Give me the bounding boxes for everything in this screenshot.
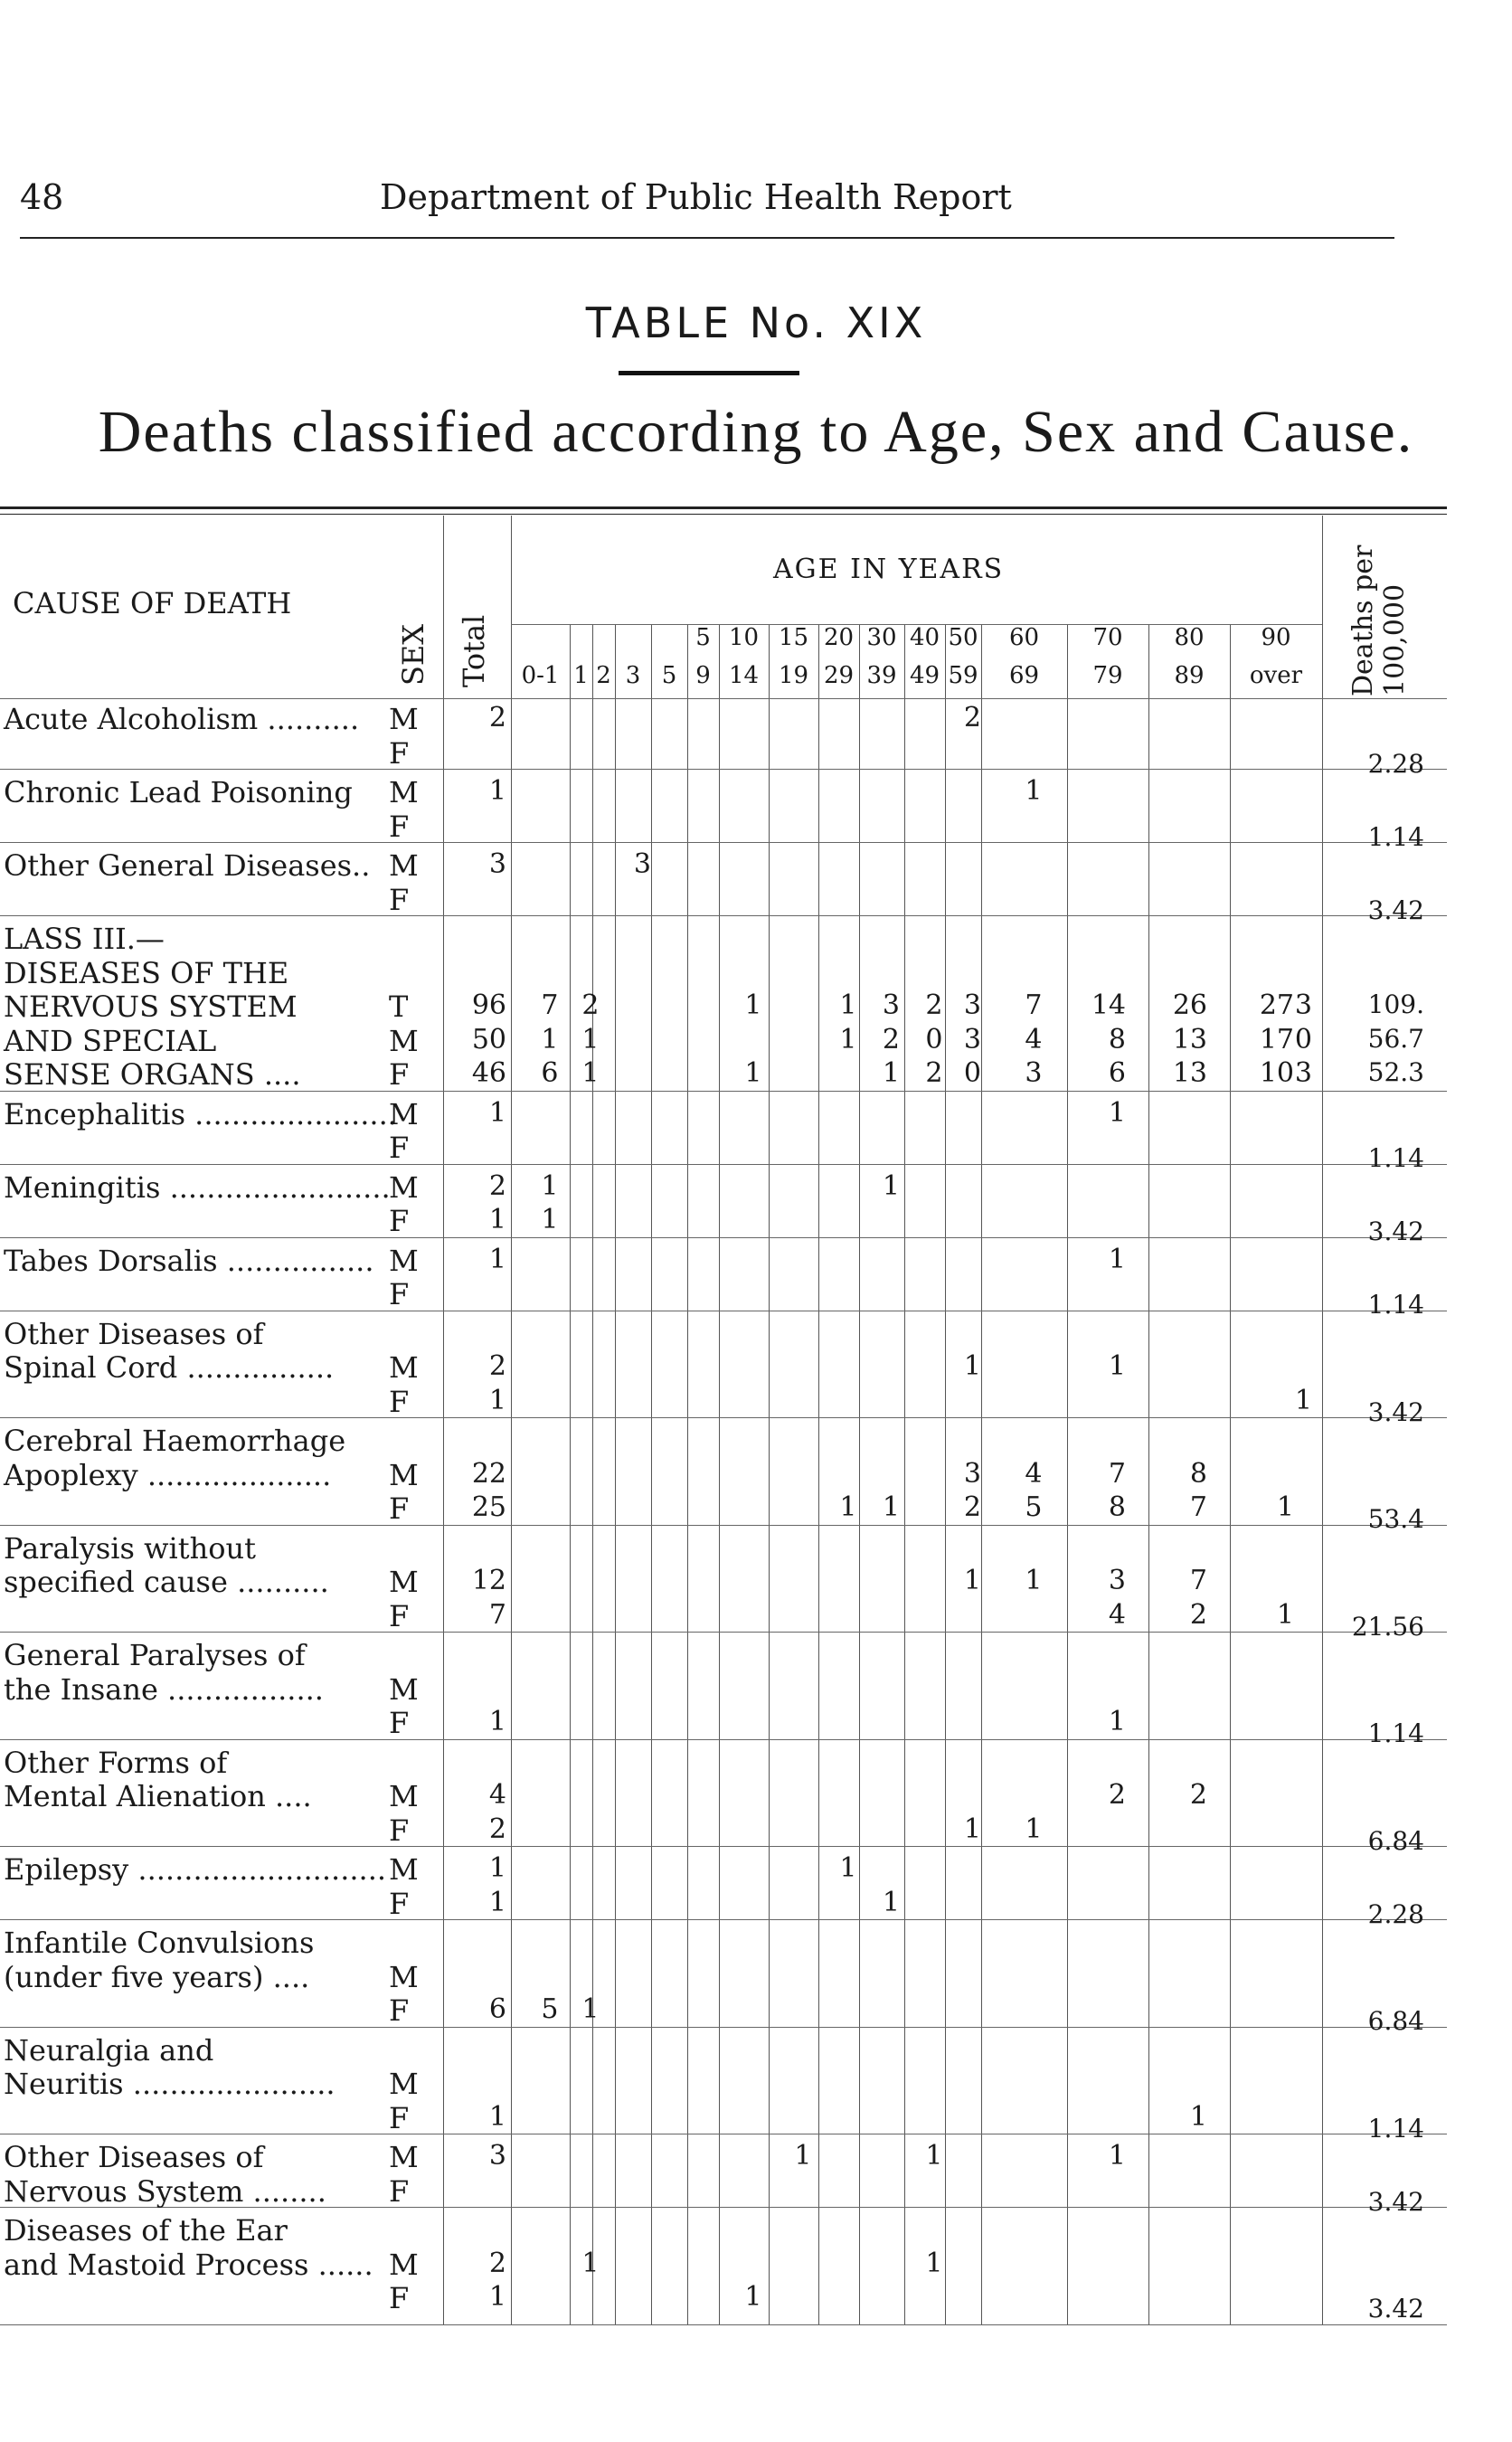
total-value: 22 <box>471 1457 506 1490</box>
age-cell-value: 0 <box>963 1057 981 1089</box>
age-cell-value: 3 <box>963 1457 981 1490</box>
deaths-per-100000: 3.42 <box>1367 1216 1424 1246</box>
age-group-top-label: 30 <box>866 624 897 651</box>
age-cell-value: 3 <box>1108 1565 1126 1596</box>
row-separator <box>0 769 1447 770</box>
age-cell-value: 2 <box>581 989 600 1021</box>
sex-header: SEX <box>396 623 430 686</box>
age-group-bottom-label: 14 <box>728 662 760 689</box>
total-value: 2 <box>488 1813 506 1845</box>
deaths-per-100000: 1.14 <box>1367 1718 1424 1748</box>
total-value: 50 <box>471 1023 506 1055</box>
sex-code: F <box>389 1598 410 1633</box>
cause-label: Meningitis ........................ <box>4 1169 391 1205</box>
cause-label: Spinal Cord ................ <box>4 1350 335 1385</box>
age-group-bottom-label: 0-1 <box>521 662 560 689</box>
age-cell-value: 4 <box>1025 1457 1043 1490</box>
total-value: 2 <box>488 2247 506 2279</box>
sex-code: F <box>389 1491 410 1526</box>
age-cell-value: 1 <box>541 1204 559 1235</box>
total-value: 96 <box>471 989 506 1021</box>
total-value: 1 <box>488 1886 506 1918</box>
row-separator <box>0 842 1447 843</box>
deaths-per-100000: 3.42 <box>1367 894 1424 925</box>
age-cell-value: 3 <box>882 989 900 1021</box>
total-value: 2 <box>488 1169 506 1202</box>
age-cell-value: 1 <box>1025 1565 1043 1596</box>
column-rule <box>1148 624 1149 2324</box>
sex-code: M <box>389 1779 419 1813</box>
row-separator <box>0 1164 1447 1165</box>
cause-label: Encephalitis ...................... <box>4 1096 397 1131</box>
age-group-bottom-label: 19 <box>778 662 809 689</box>
age-cell-value: 1 <box>1294 1384 1312 1416</box>
age-cell-value: 3 <box>1294 989 1312 1021</box>
age-cell-value: 7 <box>1108 1457 1126 1490</box>
deaths-per-100000: 6.84 <box>1367 2006 1424 2036</box>
page-number: 48 <box>20 177 64 217</box>
age-group-bottom-label: 79 <box>1092 662 1123 689</box>
age-cell-value: 1 <box>581 1057 600 1089</box>
age-cell-value: 4 <box>1108 1598 1126 1631</box>
age-cell-value: 0 <box>1294 1023 1312 1055</box>
cause-label: Other Forms of <box>4 1745 228 1780</box>
running-head-title: Department of Public Health Report <box>380 177 1012 217</box>
age-cell-value: 13 <box>1172 1057 1207 1089</box>
column-rule <box>859 624 860 2324</box>
sex-code: F <box>389 2100 410 2135</box>
deaths-per-100000: 3.42 <box>1367 2294 1424 2324</box>
age-cell-value: 1 <box>839 989 857 1021</box>
age-cell-value: 1 <box>1108 1096 1126 1129</box>
cause-label: Neuralgia and <box>4 2032 214 2068</box>
age-cell-value: 7 <box>1189 1565 1207 1596</box>
column-rule <box>719 624 720 2324</box>
cause-label: Chronic Lead Poisoning <box>4 775 353 809</box>
cause-label: (under five years) .... <box>4 1959 310 1994</box>
sex-code: M <box>389 1959 419 1994</box>
table-bottom-rule <box>0 2324 1447 2325</box>
deaths-per-100000: 3.42 <box>1367 2186 1424 2217</box>
age-group-bottom-label: 29 <box>823 662 855 689</box>
age-cell-value: 26 <box>1172 989 1207 1021</box>
sex-code: F <box>389 1813 410 1848</box>
deaths-per-100000: 21.56 <box>1351 1611 1424 1642</box>
row-separator <box>0 1846 1447 1847</box>
cause-label: Other General Diseases.. <box>4 848 371 883</box>
age-cell-value: 1 <box>581 1023 600 1055</box>
cause-label: specified cause .......... <box>4 1565 329 1599</box>
age-cell-value: 1 <box>882 1169 900 1202</box>
age-cell-value: 2 <box>1189 1779 1207 1811</box>
header-bottom-rule <box>0 698 1447 699</box>
sex-code: M <box>389 2067 419 2101</box>
column-rule <box>592 624 593 2324</box>
age-cell-value: 1 <box>1025 775 1043 807</box>
age-cell-value: 1 <box>963 1565 981 1596</box>
cause-of-death-header: CAUSE OF DEATH <box>13 586 292 620</box>
age-cell-value: 3 <box>963 989 981 1021</box>
cause-label: Other Diseases of <box>4 1316 264 1351</box>
column-rule <box>687 624 688 2324</box>
sex-code: F <box>389 882 410 917</box>
sex-code: F <box>389 735 410 771</box>
sex-code: F <box>389 1886 410 1921</box>
cause-label: Cerebral Haemorrhage <box>4 1424 346 1458</box>
age-cell-value: 5 <box>541 1993 559 2025</box>
deaths-per-100000: 2.28 <box>1367 748 1424 779</box>
column-rule <box>511 516 512 2324</box>
age-cell-value: 1 <box>882 1491 900 1523</box>
age-cell-value: 2 <box>882 1023 900 1055</box>
column-rule <box>1067 624 1068 2324</box>
age-group-bottom-label: 9 <box>695 662 711 689</box>
deaths-per-100000: 56.7 <box>1367 1023 1424 1054</box>
sex-code: T <box>389 989 409 1024</box>
age-cell-value: 1 <box>1108 1243 1126 1275</box>
age-group-top-label: 10 <box>728 624 760 651</box>
age-cell-value: 1 <box>925 2247 943 2279</box>
total-value: 1 <box>488 1852 506 1884</box>
age-group-bottom-label: 39 <box>866 662 897 689</box>
age-cell-value: 7 <box>1189 1491 1207 1523</box>
age-cell-value: 1 <box>744 989 762 1021</box>
row-separator <box>0 1919 1447 1920</box>
cause-label: Acute Alcoholism .......... <box>4 702 360 736</box>
age-group-top-label: 70 <box>1092 624 1123 651</box>
cause-label: and Mastoid Process ...... <box>4 2247 373 2282</box>
age-cell-value: 1 <box>882 1886 900 1918</box>
deaths-per-100000: 1.14 <box>1367 1143 1424 1173</box>
deaths-per-header: Deaths per 100,000 <box>1347 544 1411 696</box>
sex-code: M <box>389 1169 419 1205</box>
sex-code: F <box>389 1706 410 1740</box>
age-cell-value: 13 <box>1172 1023 1207 1055</box>
cause-label: Neuritis ...................... <box>4 2067 335 2101</box>
cause-label: Epilepsy ........................... <box>4 1852 387 1887</box>
total-value: 1 <box>488 1243 506 1275</box>
row-separator <box>0 915 1447 916</box>
age-group-top-label: 60 <box>1008 624 1040 651</box>
age-header-rule <box>511 624 1322 625</box>
cause-label: AND SPECIAL <box>4 1023 217 1058</box>
cause-label: the Insane ................. <box>4 1671 324 1707</box>
age-cell-value: 2 <box>963 702 981 734</box>
column-rule <box>570 624 571 2324</box>
age-group-bottom-label: 1 <box>573 662 589 689</box>
cause-label: General Paralyses of <box>4 1638 306 1672</box>
cause-label: Mental Alienation .... <box>4 1779 312 1813</box>
age-cell-value: 2 <box>925 1057 943 1089</box>
total-value: 1 <box>488 2100 506 2133</box>
age-cell-value: 3 <box>963 1023 981 1055</box>
age-cell-value: 1 <box>1276 1598 1294 1631</box>
table-top-rule <box>0 506 1447 509</box>
total-value: 25 <box>471 1491 506 1523</box>
age-cell-value: 1 <box>963 1813 981 1845</box>
cause-label: Diseases of the Ear <box>4 2213 288 2248</box>
sex-code: M <box>389 1243 419 1278</box>
sex-code: M <box>389 2140 419 2174</box>
cause-label: DISEASES OF THE <box>4 955 289 990</box>
age-cell-value: 1 <box>963 1350 981 1382</box>
age-cell-value: 1 <box>541 1023 559 1055</box>
cause-label: LASS III.— <box>4 922 165 956</box>
row-separator <box>0 1417 1447 1418</box>
age-cell-value: 1 <box>925 2140 943 2172</box>
age-cell-value: 2 <box>925 989 943 1021</box>
age-cell-value: 1 <box>839 1491 857 1523</box>
column-rule <box>443 516 444 2324</box>
column-rule <box>981 624 982 2324</box>
row-separator <box>0 2027 1447 2028</box>
running-head <box>20 177 1394 224</box>
total-header: Total <box>457 614 491 687</box>
age-cell-value: 7 <box>541 989 559 1021</box>
sex-code: M <box>389 1457 419 1492</box>
table-number: TABLE No. XIX <box>585 298 927 347</box>
age-cell-value: 1 <box>581 2247 600 2279</box>
row-separator <box>0 1237 1447 1238</box>
age-cell-value: 3 <box>633 848 651 880</box>
cause-label: Apoplexy .................... <box>4 1457 332 1492</box>
sex-code: M <box>389 702 419 736</box>
age-cell-value: 8 <box>1108 1491 1126 1523</box>
cause-label: Other Diseases of <box>4 2140 264 2174</box>
total-value: 7 <box>488 1598 506 1631</box>
total-value: 2 <box>488 702 506 734</box>
column-rule <box>818 624 819 2324</box>
row-separator <box>0 1525 1447 1526</box>
age-cell-value: 2 <box>963 1491 981 1523</box>
age-cell-value: 1 <box>1108 1706 1126 1737</box>
age-cell-value: 1 <box>882 1057 900 1089</box>
total-value: 1 <box>488 1384 506 1416</box>
age-cell-value: 5 <box>1025 1491 1043 1523</box>
cause-label: Infantile Convulsions <box>4 1926 315 1960</box>
age-cell-value: 14 <box>1091 989 1126 1021</box>
sex-code: F <box>389 1277 410 1311</box>
age-cell-value: 17 <box>1259 1023 1294 1055</box>
age-cell-value: 1 <box>1189 2100 1207 2133</box>
sex-code: M <box>389 1852 419 1887</box>
sex-code: M <box>389 848 419 883</box>
deaths-per-100000: 53.4 <box>1367 1504 1424 1534</box>
total-value: 3 <box>488 2140 506 2172</box>
total-value: 12 <box>471 1565 506 1596</box>
column-rule <box>769 624 770 2324</box>
title-rule <box>619 371 799 375</box>
column-rule <box>651 624 652 2324</box>
sex-code: F <box>389 1993 410 2028</box>
total-value: 1 <box>488 1204 506 1235</box>
age-cell-value: 3 <box>1025 1057 1043 1089</box>
total-value: 3 <box>488 848 506 880</box>
sex-code: F <box>389 809 410 844</box>
sex-code: F <box>389 2281 410 2315</box>
age-group-bottom-label: 49 <box>909 662 940 689</box>
deaths-per-100000: 1.14 <box>1367 1290 1424 1320</box>
deaths-per-100000: 52.3 <box>1367 1057 1424 1087</box>
age-cell-value: 1 <box>839 1023 857 1055</box>
age-in-years-header: AGE IN YEARS <box>773 554 1005 585</box>
age-cell-value: 27 <box>1259 989 1294 1021</box>
age-group-bottom-label: over <box>1249 662 1303 689</box>
total-value: 1 <box>488 775 506 807</box>
age-group-bottom-label: 5 <box>661 662 677 689</box>
total-value: 1 <box>488 1096 506 1129</box>
age-cell-value: 1 <box>744 1057 762 1089</box>
age-group-bottom-label: 2 <box>596 662 611 689</box>
age-group-top-label: 15 <box>778 624 809 651</box>
total-value: 1 <box>488 1706 506 1737</box>
deaths-per-100000: 6.84 <box>1367 1825 1424 1856</box>
total-value: 1 <box>488 2281 506 2313</box>
age-cell-value: 1 <box>581 1993 600 2025</box>
deaths-per-100000: 109. <box>1367 989 1424 1019</box>
header-rule <box>20 237 1394 239</box>
age-group-bottom-label: 59 <box>948 662 978 689</box>
deaths-per-100000: 1.14 <box>1367 2113 1424 2144</box>
sex-code: M <box>389 1023 419 1058</box>
sex-code: M <box>389 1565 419 1599</box>
deaths-per-100000: 3.42 <box>1367 1396 1424 1427</box>
sex-code: F <box>389 1204 410 1238</box>
sex-code: F <box>389 1384 410 1419</box>
age-cell-value: 3 <box>1294 1057 1312 1089</box>
age-group-top-label: 50 <box>948 624 978 651</box>
sex-code: F <box>389 1057 410 1092</box>
age-group-bottom-label: 69 <box>1008 662 1040 689</box>
row-separator <box>0 1632 1447 1633</box>
age-group-top-label: 5 <box>695 624 711 651</box>
age-cell-value: 0 <box>925 1023 943 1055</box>
age-cell-value: 8 <box>1189 1457 1207 1490</box>
age-cell-value: 1 <box>839 1852 857 1884</box>
age-group-bottom-label: 3 <box>625 662 641 689</box>
cause-label: NERVOUS SYSTEM <box>4 989 298 1024</box>
cause-label: Paralysis without <box>4 1530 256 1566</box>
cause-label: Tabes Dorsalis ................ <box>4 1243 374 1278</box>
age-group-top-label: 40 <box>909 624 940 651</box>
age-cell-value: 1 <box>541 1169 559 1202</box>
age-cell-value: 2 <box>1189 1598 1207 1631</box>
sex-code: M <box>389 2247 419 2282</box>
sex-code: F <box>389 1131 410 1165</box>
age-cell-value: 6 <box>1108 1057 1126 1089</box>
age-cell-value: 1 <box>1108 2140 1126 2172</box>
column-rule <box>1322 516 1323 2324</box>
age-group-bottom-label: 89 <box>1174 662 1205 689</box>
age-cell-value: 1 <box>1276 1491 1294 1523</box>
sex-code: M <box>389 1350 419 1385</box>
age-cell-value: 4 <box>1025 1023 1043 1055</box>
age-cell-value: 2 <box>1108 1779 1126 1811</box>
age-cell-value: 7 <box>1025 989 1043 1021</box>
total-value: 2 <box>488 1350 506 1382</box>
row-separator <box>0 1739 1447 1740</box>
sex-code: M <box>389 1671 419 1707</box>
age-cell-value: 1 <box>744 2281 762 2313</box>
table-title: Deaths classified according to Age, Sex and Cause. <box>98 399 1414 465</box>
total-value: 4 <box>488 1779 506 1811</box>
age-cell-value: 10 <box>1259 1057 1294 1089</box>
sex-code: F <box>389 2173 410 2209</box>
deaths-per-100000: 1.14 <box>1367 821 1424 852</box>
table-top-rule-inner <box>0 514 1447 515</box>
age-cell-value: 1 <box>1108 1350 1126 1382</box>
sex-code: M <box>389 775 419 809</box>
cause-label: SENSE ORGANS .... <box>4 1057 301 1092</box>
age-cell-value: 1 <box>794 2140 812 2172</box>
column-rule <box>904 624 905 2324</box>
age-group-top-label: 80 <box>1174 624 1205 651</box>
age-cell-value: 6 <box>541 1057 559 1089</box>
age-cell-value: 1 <box>1025 1813 1043 1845</box>
cause-label: Nervous System ........ <box>4 2173 326 2209</box>
age-cell-value: 8 <box>1108 1023 1126 1055</box>
total-value: 6 <box>488 1993 506 2025</box>
total-value: 46 <box>471 1057 506 1089</box>
age-group-top-label: 90 <box>1261 624 1291 651</box>
column-rule <box>1230 624 1231 2324</box>
sex-code: M <box>389 1096 419 1131</box>
deaths-per-100000: 2.28 <box>1367 1898 1424 1929</box>
age-group-top-label: 20 <box>823 624 855 651</box>
